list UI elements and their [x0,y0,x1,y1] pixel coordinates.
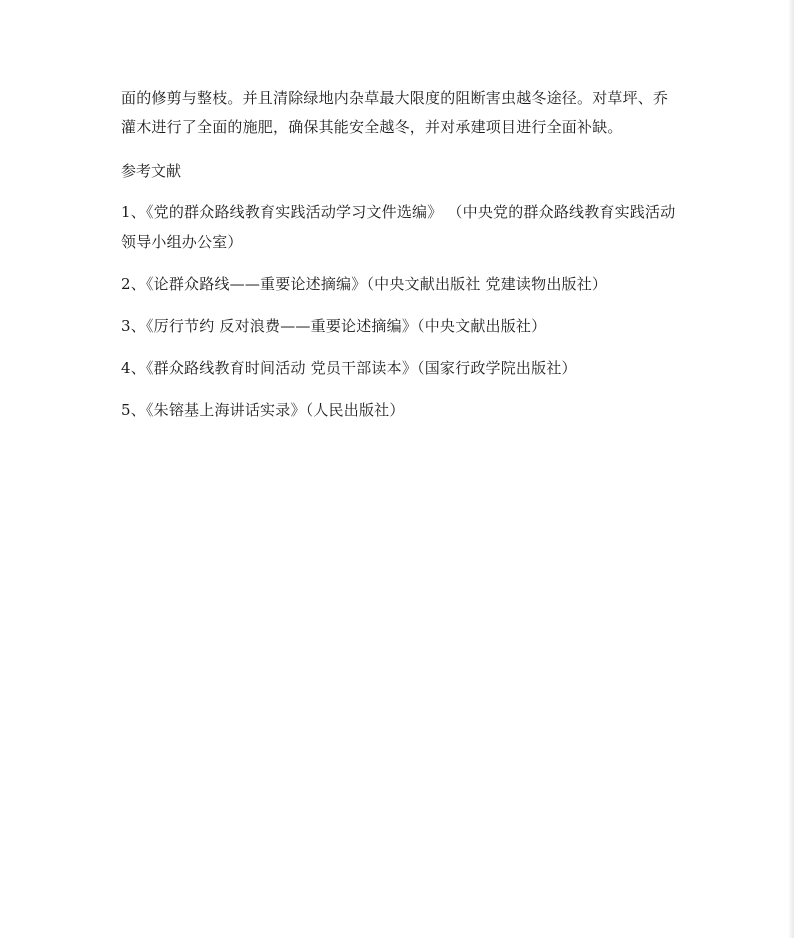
reference-item: 5、《朱镕基上海讲话实录》（人民出版社） [121,401,405,419]
reference-item: 4、《群众路线教育时间活动 党员干部读本》（国家行政学院出版社） [121,359,577,377]
reference-item: 3、《厉行节约 反对浪费——重要论述摘编》（中央文献出版社） [121,317,547,335]
document-body [121,84,681,419]
reference-item: 2、《论群众路线——重要论述摘编》（中央文献出版社 党建读物出版社） [121,275,608,293]
page-edge-shadow [788,0,794,938]
body-paragraph: 面的修剪与整枝。并且清除绿地内杂草最大限度的阻断害虫越冬途径。对草坪、乔灌木进行了全面的施肥，确保其能安全越冬，并对承建项目进行全面补缺。 [121,89,669,136]
references-heading: 参考文献 [121,162,182,180]
reference-item: 1、《党的群众路线教育实践活动学习文件选编》 （中央党的群众路线教育实践活动领导小组办公室） [121,203,676,251]
